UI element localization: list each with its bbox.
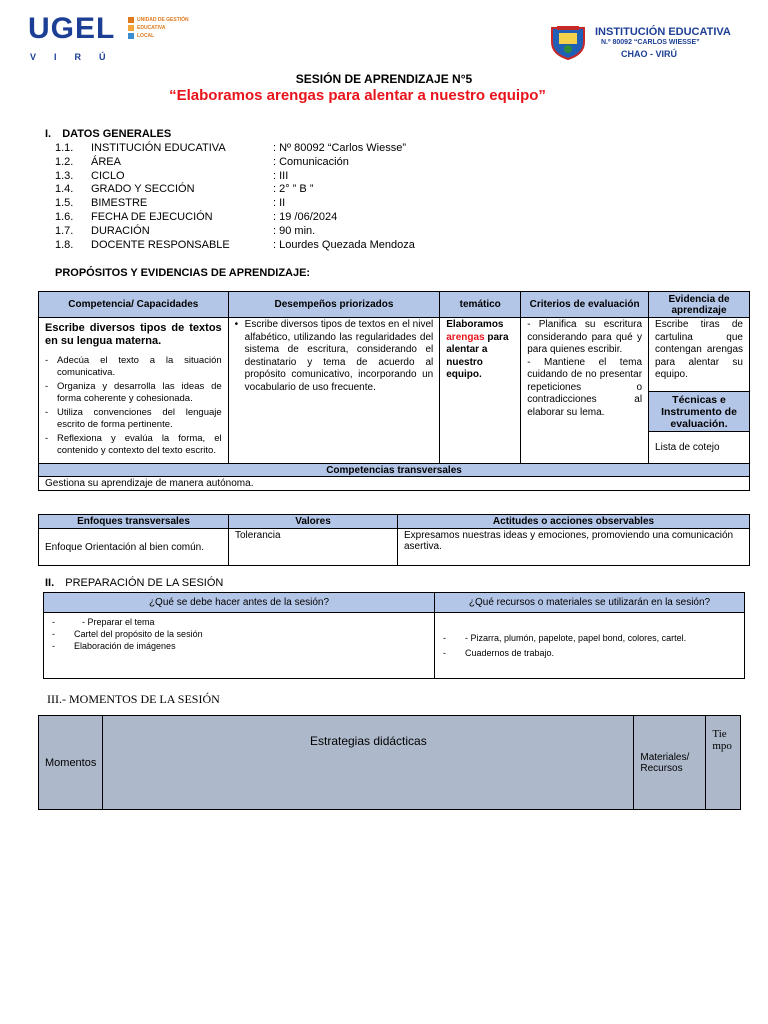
tecnicas-value: Lista de cotejo bbox=[649, 432, 750, 464]
school-location: CHAO - VIRÚ bbox=[621, 49, 677, 59]
before-header: ¿Qué se debe hacer antes de la sesión? bbox=[44, 593, 435, 613]
capacidad-item: - Organiza y desarrolla las ideas de forma coherente y cohesionada. bbox=[45, 381, 222, 405]
resources-header: ¿Qué recursos o materiales se utilizarán en la sesión? bbox=[435, 593, 745, 613]
row-number: 1.3. bbox=[55, 169, 74, 182]
purposes-heading: PROPÓSITOS Y EVIDENCIAS DE APRENDIZAJE: bbox=[55, 267, 311, 279]
actitud-value: Expresamos nuestras ideas y emociones, promoviendo una comunicación asertiva. bbox=[398, 529, 750, 566]
evidencia-cell: Escribe tiras de cartulina que contengan arengas para alentar su equipo. bbox=[649, 318, 750, 392]
row-label: BIMESTRE bbox=[91, 197, 148, 210]
header-competencia: Competencia/ Capacidades bbox=[39, 292, 229, 318]
enfoque-value: Enfoque Orientación al bien común. bbox=[39, 529, 229, 566]
tematico-cell: Elaboramos arengas para alentar a nuestro equipo. bbox=[440, 318, 521, 464]
competencies-table bbox=[38, 291, 750, 491]
session-title: SESIÓN DE APRENDIZAJE N°5 bbox=[295, 72, 473, 86]
col-momentos: Momentos bbox=[39, 716, 103, 810]
valor-value: Tolerancia bbox=[229, 529, 398, 566]
capacidades-list bbox=[45, 355, 222, 457]
ugel-logo bbox=[28, 12, 208, 62]
row-label: FECHA DE EJECUCIÓN bbox=[91, 210, 213, 223]
header-actitudes: Actitudes o acciones observables bbox=[398, 515, 750, 529]
ugel-logo-sub: VIRÚ bbox=[30, 52, 124, 62]
before-cell bbox=[44, 613, 435, 679]
school-logo bbox=[549, 24, 739, 64]
tecnicas-header: Técnicas e Instrumento de evaluación. bbox=[649, 392, 750, 432]
resource-item: - Cuadernos de trabajo. bbox=[441, 647, 738, 659]
before-item: - - Preparar el tema bbox=[50, 616, 428, 628]
resource-item: - - Pizarra, plumón, papelote, papel bond, colores, cartel. bbox=[441, 632, 738, 644]
row-number: 1.1. bbox=[55, 142, 74, 154]
row-label: DURACIÓN bbox=[91, 224, 150, 237]
row-label: INSTITUCIÓN EDUCATIVA bbox=[91, 142, 226, 154]
section3-heading: III.- MOMENTOS DE LA SESIÓN bbox=[47, 692, 220, 706]
row-value: : 90 min. bbox=[273, 224, 316, 237]
row-number: 1.7. bbox=[55, 224, 74, 237]
row-label: CICLO bbox=[91, 169, 125, 182]
preparation-table bbox=[43, 592, 745, 679]
col-tiempo: Tiempo bbox=[706, 716, 741, 810]
capacidad-item: - Reflexiona y evalúa la forma, el contenido y contexto del texto escrito. bbox=[45, 433, 222, 457]
row-number: 1.5. bbox=[55, 197, 74, 210]
desempeno-text: • Escribe diversos tipos de textos en el nivel alfabético, utilizando las regularidades del sistema de escritura, considerando el destinatario y tema de acuerdo al propósito comunicativo, incorporando un vocabulario de uso frecuente. bbox=[235, 319, 434, 394]
before-item: - Elaboración de imágenes bbox=[50, 640, 428, 652]
before-item: - Cartel del propósito de la sesión bbox=[50, 628, 428, 640]
school-crest-icon bbox=[549, 24, 587, 60]
school-name: INSTITUCIÓN EDUCATIVA bbox=[595, 26, 731, 38]
row-value: : Nº 80092 “Carlos Wiesse” bbox=[273, 142, 407, 154]
header-desempenos: Desempeños priorizados bbox=[228, 292, 440, 318]
row-value: : Lourdes Quezada Mendoza bbox=[273, 238, 415, 251]
row-value: : 2° ” B ” bbox=[273, 183, 314, 196]
resources-cell bbox=[435, 613, 745, 679]
header-evidencia: Evidencia de aprendizaje bbox=[649, 292, 750, 318]
row-number: 1.8. bbox=[55, 238, 74, 251]
header-enfoques: Enfoques transversales bbox=[39, 515, 229, 529]
header-tematico: temático bbox=[440, 292, 521, 318]
ugel-color-bars bbox=[128, 17, 134, 41]
competencia-cell bbox=[39, 318, 229, 464]
transversales-value: Gestiona su aprendizaje de manera autónoma. bbox=[39, 477, 750, 491]
col-estrategias: Estrategias didácticas bbox=[103, 716, 634, 810]
desempeno-cell bbox=[228, 318, 440, 464]
capacidad-item: - Adecúa el texto a la situación comunicativa. bbox=[45, 355, 222, 379]
transversales-header: Competencias transversales bbox=[39, 464, 750, 477]
criterios-cell: - Planifica su escritura considerando para qué y para quienes escribir. - Mantiene el tema cuidando de no presentar repeticiones o contradicciones al elaborar su lema. bbox=[521, 318, 649, 464]
moments-table bbox=[38, 715, 741, 810]
row-label: GRADO Y SECCIÓN bbox=[91, 183, 195, 196]
row-number: 1.2. bbox=[55, 155, 74, 168]
header-criterios: Criterios de evaluación bbox=[521, 292, 649, 318]
ugel-unit-text: UNIDAD DE GESTIÓN EDUCATIVA LOCAL bbox=[137, 17, 189, 39]
row-value: : III bbox=[273, 169, 289, 182]
row-label: DOCENTE RESPONSABLE bbox=[91, 238, 230, 251]
row-number: 1.6. bbox=[55, 210, 74, 223]
row-value: : II bbox=[273, 197, 286, 210]
row-value: : 19 /06/2024 bbox=[273, 210, 338, 223]
capacidad-item: - Utiliza convenciones del lenguaje escrito de forma pertinente. bbox=[45, 407, 222, 431]
col-materiales: Materiales/ Recursos bbox=[634, 716, 706, 810]
school-number: N.º 80092 “CARLOS WIESSE” bbox=[601, 39, 700, 46]
competencia-text: Escribe diversos tipos de textos en su lengua materna. bbox=[45, 322, 222, 347]
row-value: : Comunicación bbox=[273, 155, 349, 168]
section2-heading: II. PREPARACIÓN DE LA SESIÓN bbox=[45, 577, 224, 589]
row-number: 1.4. bbox=[55, 183, 74, 196]
enfoques-table bbox=[38, 514, 750, 566]
header-valores: Valores bbox=[229, 515, 398, 529]
session-subtitle: “Elaboramos arengas para alentar a nuestro equipo” bbox=[169, 87, 546, 104]
section1-heading: I. DATOS GENERALES bbox=[45, 128, 172, 140]
row-label: ÁREA bbox=[91, 155, 121, 168]
ugel-logo-text: UGEL bbox=[28, 12, 116, 45]
